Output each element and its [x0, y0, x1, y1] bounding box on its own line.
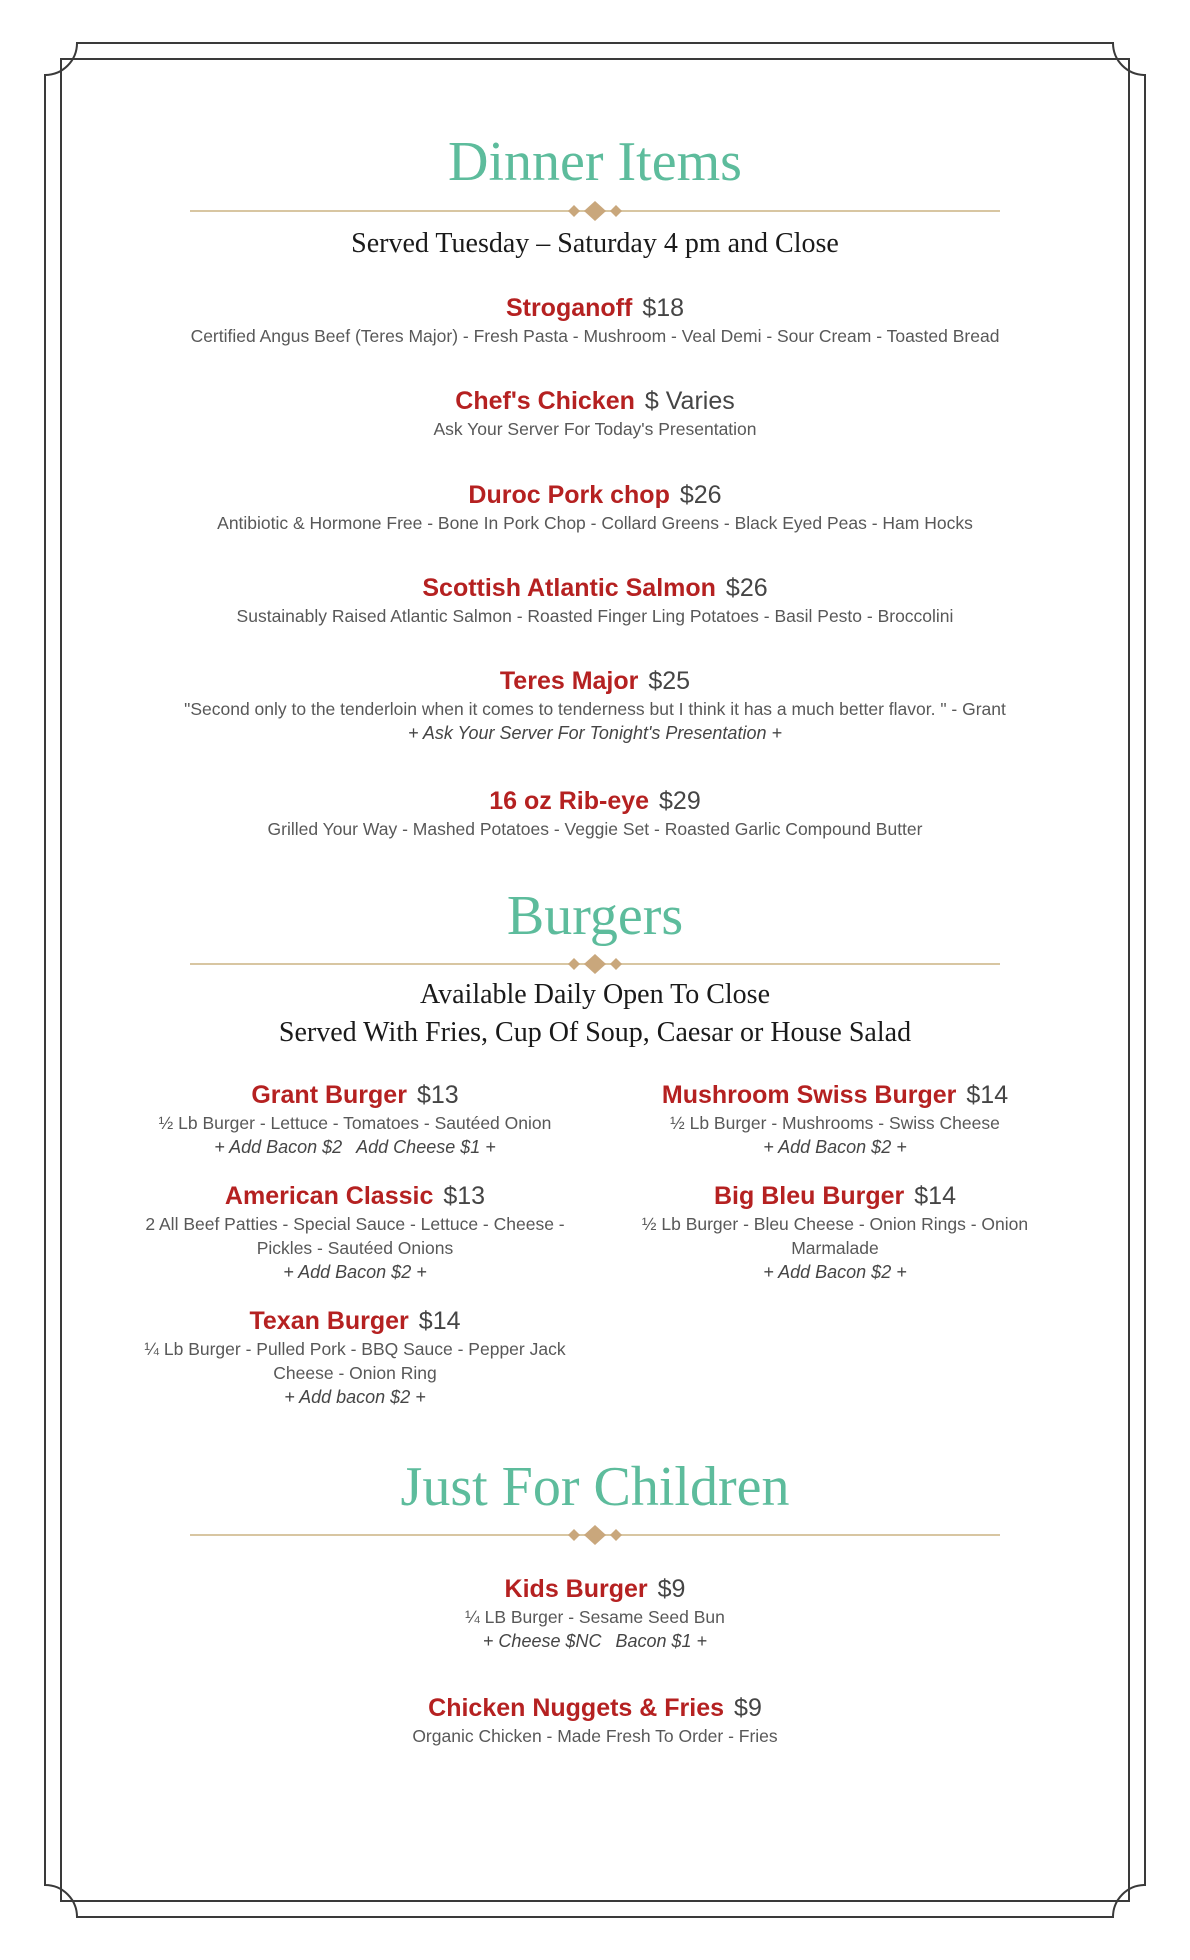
item-name: American Classic — [224, 1182, 434, 1210]
item-description: Ask Your Server For Today's Presentation — [433, 419, 757, 439]
item-note: + Add Bacon $2 + — [283, 1262, 427, 1282]
item-description: Sustainably Raised Atlantic Salmon - Roasted Finger Ling Potatoes - Basil Pesto - Broccolini — [236, 606, 954, 626]
dinner-ornamental-divider — [190, 201, 1000, 221]
item-note: + Add bacon $2 + — [284, 1387, 426, 1407]
burgers-section-title: Burgers — [506, 885, 684, 947]
item-name: Mushroom Swiss Burger — [661, 1081, 957, 1109]
item-name: Stroganoff — [505, 294, 633, 322]
item-name: Scottish Atlantic Salmon — [422, 574, 716, 602]
item-price: $26 — [725, 574, 768, 602]
menu-item-grant-burger — [140, 1079, 570, 1160]
menu-item-chefs-chicken — [150, 385, 1040, 441]
item-price: $14 — [418, 1307, 461, 1335]
item-description: "Second only to the tenderloin when it comes to tenderness but I think it has a much better flavor. " - Grant — [184, 699, 1006, 719]
item-description: ½ Lb Burger - Mushrooms - Swiss Cheese — [670, 1113, 1000, 1133]
item-description: 2 All Beef Patties - Special Sauce - Lettuce - Cheese - Pickles - Sautéed Onions — [145, 1214, 565, 1258]
item-note — [150, 1629, 1040, 1654]
item-price: $14 — [966, 1081, 1009, 1109]
burgers-served-hours: Available Daily Open To Close — [419, 979, 771, 1010]
item-note: + Ask Your Server For Tonight's Presentation + — [408, 723, 782, 743]
item-note: + Add Bacon $2 + — [763, 1137, 907, 1157]
children-ornamental-divider — [190, 1525, 1000, 1545]
children-section-title: Just For Children — [400, 1456, 790, 1518]
menu-item-chicken-nuggets-fries — [150, 1692, 1040, 1748]
item-name: Chicken Nuggets & Fries — [428, 1694, 725, 1722]
burgers-served-with: Served With Fries, Cup Of Soup, Caesar or House Salad — [278, 1017, 912, 1048]
item-description: ½ Lb Burger - Bleu Cheese - Onion Rings - Onion Marmalade — [641, 1214, 1029, 1258]
item-note-bacon: + Add Bacon $2 — [214, 1137, 343, 1157]
item-name: 16 oz Rib-eye — [489, 787, 650, 815]
item-price: $14 — [914, 1182, 956, 1210]
item-price: $13 — [443, 1182, 486, 1210]
item-price: $29 — [659, 787, 701, 815]
item-note-bacon: Bacon $1 + — [615, 1631, 708, 1651]
item-price: $26 — [679, 481, 722, 509]
item-note-cheese: + Cheese $NC — [482, 1631, 602, 1651]
item-description: ½ Lb Burger - Lettuce - Tomatoes - Sautéed Onion — [158, 1113, 552, 1133]
menu-item-stroganoff — [150, 292, 1040, 348]
item-name: Teres Major — [499, 667, 639, 695]
item-description: Grilled Your Way - Mashed Potatoes - Veggie Set - Roasted Garlic Compound Butter — [267, 819, 923, 839]
menu-item-scottish-atlantic-salmon — [150, 572, 1040, 628]
item-price: $18 — [642, 294, 685, 322]
dinner-served-hours: Served Tuesday – Saturday 4 pm and Close — [351, 228, 839, 259]
item-price: $25 — [648, 667, 691, 695]
item-name: Grant Burger — [251, 1081, 407, 1109]
item-price: $ Varies — [644, 387, 735, 415]
menu-item-teres-major — [150, 665, 1040, 746]
item-note — [140, 1135, 570, 1160]
menu-item-american-classic — [140, 1180, 570, 1285]
item-price: $9 — [657, 1575, 686, 1603]
menu-item-big-bleu-burger — [620, 1180, 1050, 1285]
menu-item-texan-burger — [140, 1305, 570, 1410]
item-name: Texan Burger — [249, 1307, 409, 1335]
item-description: ¼ Lb Burger - Pulled Pork - BBQ Sauce - Pepper Jack Cheese - Onion Ring — [144, 1339, 566, 1383]
menu-item-mushroom-swiss-burger — [620, 1079, 1050, 1160]
item-note-cheese: Add Cheese $1 + — [356, 1137, 496, 1157]
item-name: Chef's Chicken — [455, 387, 635, 415]
item-price: $13 — [416, 1081, 459, 1109]
menu-item-kids-burger — [150, 1573, 1040, 1654]
item-name: Big Bleu Burger — [713, 1182, 905, 1210]
item-description: Certified Angus Beef (Teres Major) - Fresh Pasta - Mushroom - Veal Demi - Sour Cream - Toasted Bread — [190, 326, 1000, 346]
item-description: ¼ LB Burger - Sesame Seed Bun — [465, 1607, 725, 1627]
item-description: Organic Chicken - Made Fresh To Order - Fries — [412, 1726, 778, 1746]
item-name: Kids Burger — [504, 1575, 648, 1603]
menu-item-duroc-pork-chop — [150, 479, 1040, 535]
dinner-section-title: Dinner Items — [448, 131, 742, 193]
burgers-ornamental-divider — [190, 954, 1000, 974]
item-description: Antibiotic & Hormone Free - Bone In Pork Chop - Collard Greens - Black Eyed Peas - Ham Hocks — [217, 513, 973, 533]
menu-item-rib-eye — [150, 785, 1040, 841]
item-price: $9 — [734, 1694, 762, 1722]
item-name: Duroc Pork chop — [468, 481, 670, 509]
item-note: + Add Bacon $2 + — [763, 1262, 907, 1282]
